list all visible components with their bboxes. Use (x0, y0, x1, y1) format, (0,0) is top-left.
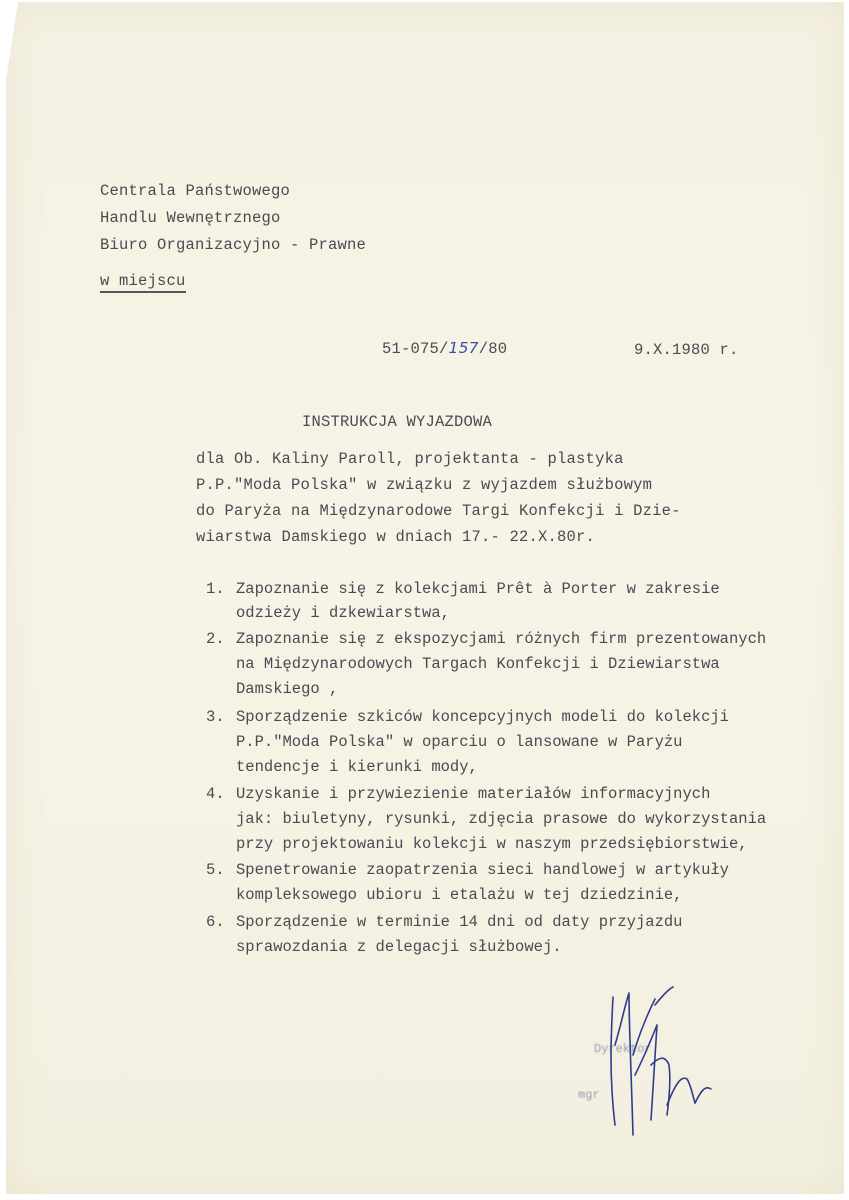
intro-line-1: dla Ob. Kaliny Paroll, projektanta - plastyka (196, 450, 624, 468)
recipient-line-1: Centrala Państwowego (100, 182, 291, 200)
item-4-line-3: przy projektowaniu kolekcji w naszym przedsiębiorstwie, (236, 835, 748, 853)
item-5-line-1: Spenetrowanie zaopatrzenia sieci handlowej w artykuły (236, 861, 729, 879)
item-number-1: 1. (206, 580, 225, 598)
intro-line-4: wiarstwa Damskiego w dniach 17.- 22.X.80r. (196, 528, 596, 546)
item-3-line-3: tendencje i kierunki mody, (236, 758, 478, 776)
item-3-line-1: Sporządzenie szkiców koncepcyjnych modeli do kolekcji (236, 708, 729, 726)
signature-icon (595, 985, 725, 1145)
item-4-line-2: jak: biuletyny, rysunki, zdjęcia prasowe do wykorzystania (236, 810, 767, 828)
paper-fold (6, 2, 18, 80)
item-number-6: 6. (206, 913, 225, 931)
intro-line-2: P.P."Moda Polska" w związku z wyjazdem służbowym (196, 476, 653, 494)
item-4-line-1: Uzyskanie i przywiezienie materiałów informacyjnych (236, 785, 711, 803)
recipient-line-2: Handlu Wewnętrznego (100, 209, 281, 227)
document-date: 9.X.1980 r. (634, 341, 739, 359)
stamp-line-2: mgr (578, 1088, 600, 1102)
item-number-5: 5. (206, 861, 225, 879)
recipient-location: w miejscu (100, 272, 186, 293)
item-number-4: 4. (206, 785, 225, 803)
item-number-2: 2. (206, 630, 225, 648)
item-2-line-1: Zapoznanie się z ekspozycjami różnych firm prezentowanych (236, 630, 767, 648)
handwritten-number: 157 (448, 339, 479, 357)
reference-number: 51-075/157/80 (382, 339, 508, 358)
item-1-line-1: Zapoznanie się z kolekcjami Prêt à Porter w zakresie (236, 580, 720, 598)
item-number-3: 3. (206, 708, 225, 726)
item-5-line-2: kompleksowego ubioru i etalażu w tej dziedzinie, (236, 886, 683, 904)
stamp-line-1: Dyrektor (594, 1042, 652, 1056)
intro-line-3: do Paryża na Międzynarodowe Targi Konfekcji i Dzie- (196, 502, 681, 520)
document-title: INSTRUKCJA WYJAZDOWA (302, 413, 493, 431)
item-2-line-3: Damskiego , (236, 680, 339, 698)
item-6-line-2: sprawozdania z delegacji służbowej. (236, 938, 562, 956)
item-2-line-2: na Międzynarodowych Targach Konfekcji i Dziewiarstwa (236, 655, 720, 673)
item-3-line-2: P.P."Moda Polska" w oparciu o lansowane w Paryżu (236, 733, 683, 751)
item-1-line-2: odzieży i dzkewiarstwa, (236, 604, 450, 622)
item-6-line-1: Sporządzenie w terminie 14 dni od daty przyjazdu (236, 913, 683, 931)
recipient-line-3: Biuro Organizacyjno - Prawne (100, 236, 367, 254)
